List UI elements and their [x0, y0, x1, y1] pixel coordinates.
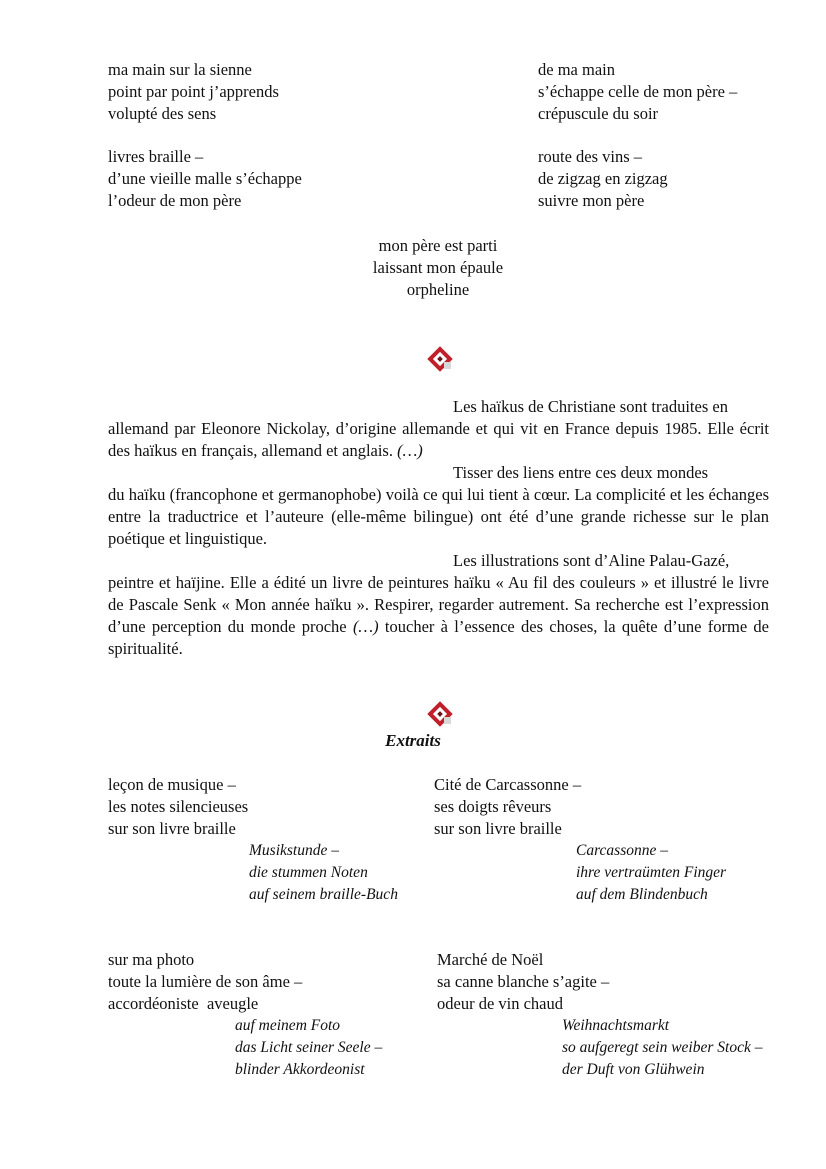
- haiku-line: auf dem Blindenbuch: [576, 886, 708, 903]
- haiku-line: volupté des sens: [108, 104, 217, 123]
- haiku-line: crépuscule du soir: [538, 104, 659, 123]
- haiku-line: Marché de Noël: [437, 950, 544, 969]
- haiku-top-right-2: [538, 146, 668, 212]
- haiku-line: l’odeur de mon père: [108, 191, 242, 210]
- paragraph-translation: [108, 396, 769, 462]
- haiku-top-left-1: [108, 59, 279, 125]
- haiku-line: orpheline: [406, 280, 470, 299]
- paragraph-text: du haïku (francophone et germanophobe) voilà ce qui lui tient à cœur. La complicité et les échanges entre la traductrice et l’auteure (elle-même bilingue) ont été d’une grande richesse sur le plan poétique et linguistique.: [108, 485, 769, 548]
- haiku-line: odeur de vin chaud: [437, 994, 563, 1013]
- extraits-heading: Extraits: [385, 731, 441, 750]
- haiku-top-right-1: [538, 59, 737, 125]
- paragraph-text: peintre et haïjine. Elle a édité un livre de peintures haïku « Au fil des couleurs » et illustré le livre de Pascale Senk « Mon année haïku ». Respirer, regarder autrement. Sa recherche est l’expression d’une perception du monde proche: [108, 573, 769, 636]
- extract-3-de: [235, 1015, 382, 1081]
- ornament-icon: [426, 345, 454, 373]
- extract-4-fr: [437, 949, 609, 1015]
- haiku-line: ihre vertraümten Finger: [576, 864, 727, 881]
- extract-2-de: [576, 840, 726, 906]
- haiku-center: [0, 235, 826, 301]
- haiku-line: toute la lumière de son âme –: [108, 972, 303, 991]
- haiku-line: sa canne blanche s’agite –: [437, 972, 610, 991]
- haiku-line: les notes silencieuses: [108, 797, 249, 816]
- paragraph-start: Tisser des liens entre ces deux mondes: [453, 463, 709, 482]
- extract-1-de: [249, 840, 398, 906]
- haiku-line: livres braille –: [108, 147, 204, 166]
- ornament-icon: [426, 700, 454, 728]
- paragraph-text: allemand par Eleonore Nickolay, d’origine allemande et qui vit en France depuis 1985. Elle écrit des haïkus en français, allemand et anglais.: [108, 419, 769, 460]
- haiku-line: laissant mon épaule: [372, 258, 504, 277]
- haiku-line: suivre mon père: [538, 191, 645, 210]
- haiku-line: das Licht seiner Seele –: [235, 1039, 383, 1056]
- paragraph-start: Les haïkus de Christiane sont traduites en: [453, 397, 728, 416]
- extract-2-fr: [434, 774, 581, 840]
- haiku-line: Weihnachtsmarkt: [562, 1017, 670, 1034]
- haiku-line: Musikstunde –: [249, 842, 339, 859]
- haiku-line: d’une vieille malle s’échappe: [108, 169, 302, 188]
- haiku-line: blinder Akkordeonist: [235, 1061, 365, 1078]
- haiku-line: ses doigts rêveurs: [434, 797, 552, 816]
- extract-4-de: [562, 1015, 762, 1081]
- haiku-line: sur son livre braille: [434, 819, 562, 838]
- haiku-line: de zigzag en zigzag: [538, 169, 668, 188]
- haiku-line: auf meinem Foto: [235, 1017, 341, 1034]
- haiku-line: route des vins –: [538, 147, 643, 166]
- haiku-line: mon père est parti: [378, 236, 498, 255]
- haiku-top-left-2: [108, 146, 302, 212]
- haiku-line: Cité de Carcassonne –: [434, 775, 582, 794]
- haiku-line: ma main sur la sienne: [108, 60, 252, 79]
- paragraph-start: Les illustrations sont d’Aline Palau-Gazé,: [453, 551, 730, 570]
- haiku-line: accordéoniste aveugle: [108, 994, 259, 1013]
- paragraph-bridges: [108, 462, 769, 550]
- ellipsis: (…): [352, 617, 379, 636]
- extract-3-fr: [108, 949, 302, 1015]
- paragraph-text: toucher à l’essence des choses, la quête d’une forme de spiritualité.: [108, 617, 770, 658]
- haiku-line: der Duft von Glühwein: [562, 1061, 705, 1078]
- paragraph-illustrations: [108, 550, 769, 660]
- haiku-line: sur son livre braille: [108, 819, 236, 838]
- haiku-line: sur ma photo: [108, 950, 195, 969]
- haiku-line: Carcassonne –: [576, 842, 668, 859]
- haiku-line: de ma main: [538, 60, 615, 79]
- ellipsis: (…): [397, 441, 423, 460]
- haiku-line: auf seinem braille-Buch: [249, 886, 398, 903]
- haiku-line: point par point j’apprends: [108, 82, 279, 101]
- extract-1-fr: [108, 774, 248, 840]
- haiku-line: s’échappe celle de mon père –: [538, 82, 738, 101]
- haiku-line: die stummen Noten: [249, 864, 368, 881]
- haiku-line: so aufgeregt sein weiber Stock –: [562, 1039, 763, 1056]
- haiku-line: leçon de musique –: [108, 775, 236, 794]
